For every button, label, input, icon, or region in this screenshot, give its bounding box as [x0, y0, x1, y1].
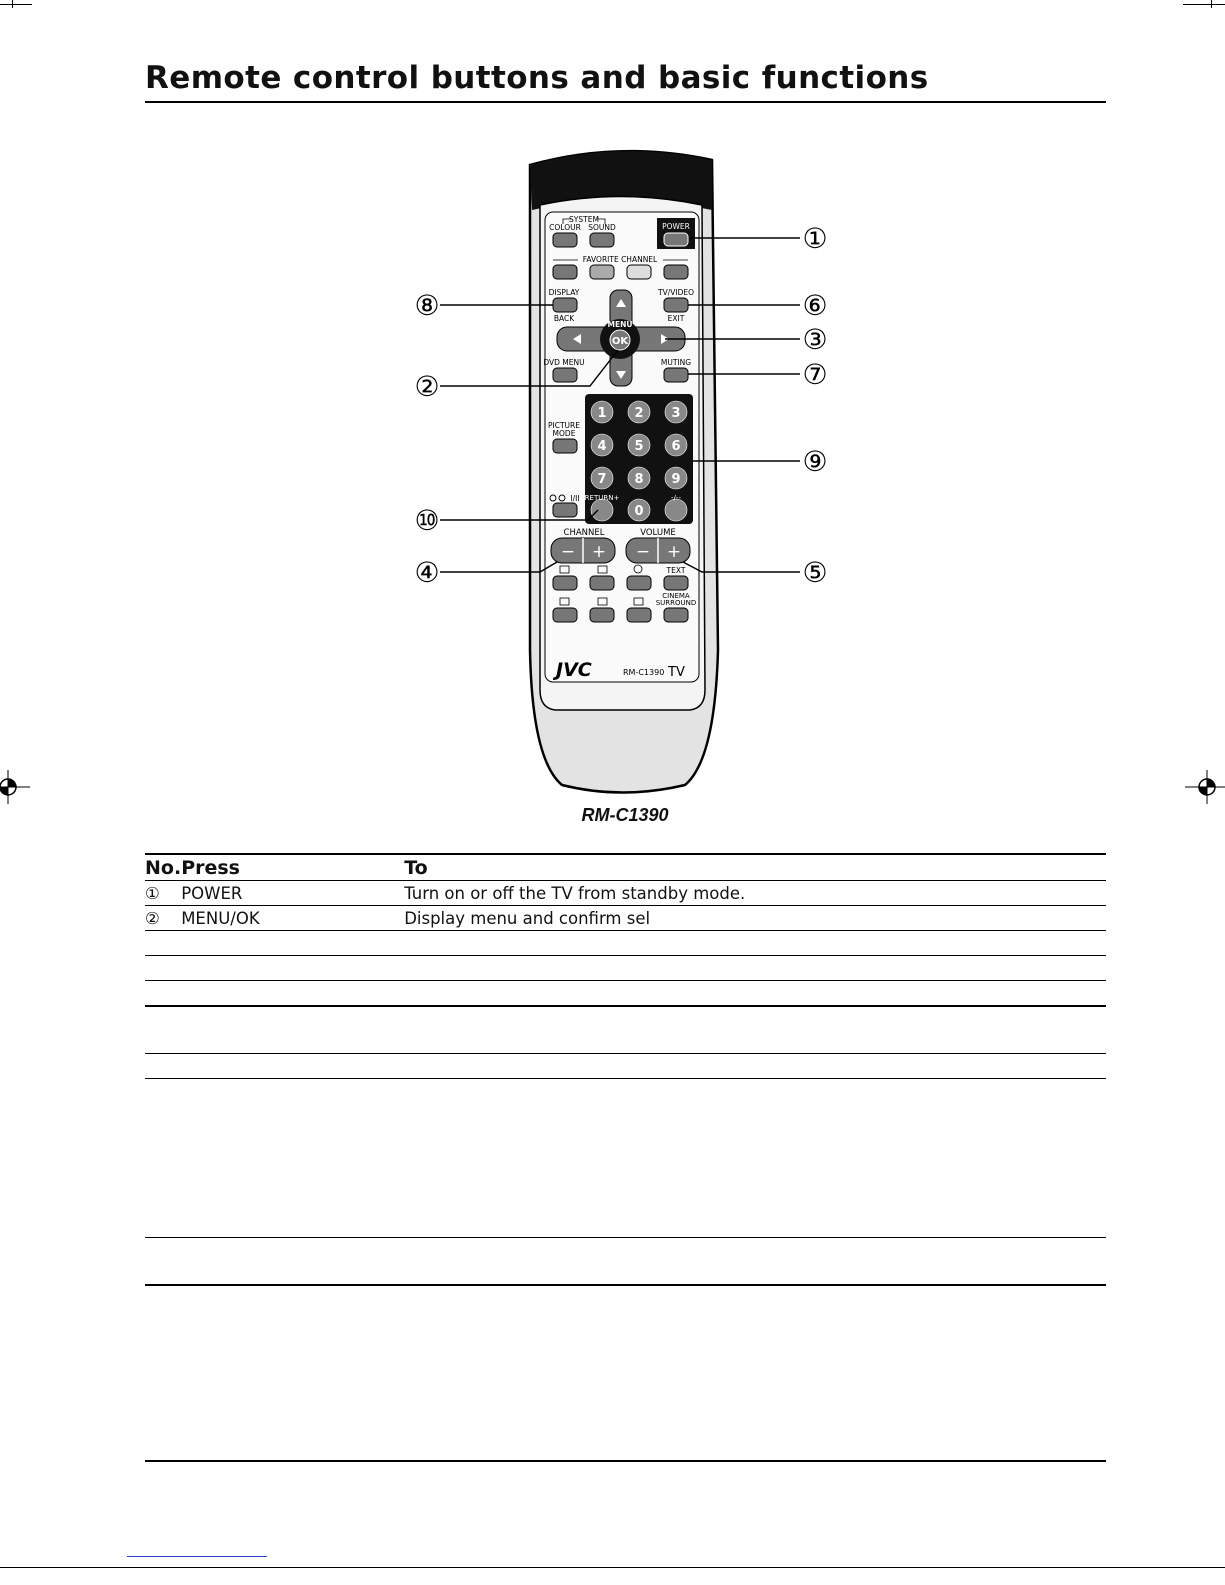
header-no: No. — [145, 856, 182, 879]
cell-press — [181, 1079, 404, 1238]
muting-button[interactable] — [664, 368, 688, 382]
table-row — [145, 1079, 1106, 1238]
volume-minus-icon[interactable]: − — [635, 542, 651, 562]
digit-label-4: 4 — [597, 439, 607, 454]
header-to: To — [404, 856, 428, 879]
callout-2: ② — [414, 370, 440, 403]
digit-label-0: 0 — [634, 504, 644, 519]
digit-label-6: 6 — [671, 439, 681, 454]
cell-to — [404, 931, 1106, 956]
power-label: POWER — [662, 222, 690, 231]
system-label: SYSTEM — [569, 215, 599, 224]
cell-press: MENU/OK — [181, 908, 260, 928]
callout-8: ⑧ — [414, 289, 440, 322]
favorite-button-1[interactable] — [553, 265, 577, 279]
colour-button[interactable] — [553, 233, 577, 247]
teletext-reveal-button[interactable] — [627, 576, 651, 590]
digit-label-2: 2 — [634, 406, 644, 421]
table-row — [145, 981, 1106, 1007]
dvd-menu-label: DVD MENU — [543, 358, 585, 367]
table-body — [145, 881, 1106, 1286]
cell-press: POWER — [181, 883, 243, 903]
cell-to — [404, 956, 1106, 981]
colour-label: COLOUR — [549, 223, 581, 232]
picture-label-1: PICTURE — [548, 421, 580, 430]
dash-label: -/-- — [671, 494, 681, 502]
callout-4: ④ — [414, 556, 440, 589]
digit-label-9: 9 — [671, 472, 681, 487]
page-title: Remote control buttons and basic functions — [145, 60, 929, 96]
teletext-size-button[interactable] — [553, 608, 577, 622]
cell-to — [404, 981, 1106, 1007]
channel-plus-icon[interactable]: + — [591, 542, 607, 562]
display-label: DISPLAY — [548, 288, 580, 297]
volume-plus-icon[interactable]: + — [666, 542, 682, 562]
digit-label-3: 3 — [671, 406, 681, 421]
teletext-subpage-button[interactable] — [590, 608, 614, 622]
table-row — [145, 956, 1106, 981]
favorite-button-4[interactable] — [664, 265, 688, 279]
display-button[interactable] — [553, 298, 577, 312]
return-plus-label: RETURN+ — [584, 494, 620, 502]
cell-to: Turn on or off the TV from standby mode. — [404, 883, 746, 903]
cell-press — [181, 981, 404, 1007]
callout-9: ⑨ — [802, 445, 828, 478]
table-row — [145, 1006, 1106, 1054]
sound-mode-button[interactable] — [553, 503, 577, 517]
model-caption: RM-C1390 — [581, 805, 669, 825]
header-press: Press — [181, 856, 240, 879]
cell-to: Display menu and confirm sel — [404, 908, 651, 928]
teletext-hold-button[interactable] — [553, 576, 577, 590]
channel-minus-icon[interactable]: − — [560, 542, 576, 562]
back-label: BACK — [553, 314, 575, 323]
cell-no — [145, 931, 181, 956]
cell-to — [404, 1006, 1106, 1054]
brand-logo: JVC — [556, 659, 592, 681]
tv-video-label: TV/VIDEO — [658, 288, 694, 297]
callout-6: ⑥ — [802, 289, 828, 322]
cinema-label: CINEMA — [662, 592, 690, 600]
favorite-button-3[interactable] — [627, 265, 651, 279]
return-plus-button[interactable] — [591, 499, 613, 521]
text-button[interactable] — [664, 576, 688, 590]
cell-press — [181, 1006, 404, 1054]
cell-no: ① — [145, 883, 160, 903]
sound-label: SOUND — [588, 223, 616, 232]
sound-button[interactable] — [590, 233, 614, 247]
cell-no — [145, 1238, 181, 1286]
model-label: RM-C1390 — [623, 668, 665, 677]
favorite-channel-label: FAVORITE CHANNEL — [582, 255, 658, 264]
tv-label: TV — [668, 665, 685, 680]
table-row — [145, 906, 1106, 931]
surround-label: SURROUND — [655, 599, 697, 607]
function-table — [145, 853, 1106, 1286]
menu-label: MENU — [607, 320, 633, 329]
teletext-cancel-button[interactable] — [627, 608, 651, 622]
cell-to — [404, 1054, 1106, 1079]
digit-label-1: 1 — [597, 406, 607, 421]
cell-to — [404, 1238, 1106, 1286]
digit-label-5: 5 — [634, 439, 644, 454]
cell-press — [181, 931, 404, 956]
muting-label: MUTING — [660, 358, 692, 367]
tv-video-button[interactable] — [664, 298, 688, 312]
callout-5: ⑤ — [802, 556, 828, 589]
table-row — [145, 1238, 1106, 1286]
ok-label: OK — [611, 336, 629, 347]
table-row — [145, 881, 1106, 906]
channel-label: CHANNEL — [563, 528, 605, 538]
cell-no — [145, 981, 181, 1007]
table-row — [145, 1054, 1106, 1079]
power-button[interactable] — [664, 233, 688, 246]
bottom-rule — [145, 1460, 1106, 1462]
cell-no — [145, 1079, 181, 1238]
table-row — [145, 931, 1106, 956]
cell-no — [145, 956, 181, 981]
picture-label-2: MODE — [552, 429, 576, 438]
text-label: TEXT — [666, 566, 686, 575]
cell-press — [181, 1054, 404, 1079]
favorite-button-2[interactable] — [590, 265, 614, 279]
picture-mode-button[interactable] — [553, 439, 577, 453]
callout-1: ① — [802, 222, 828, 255]
callout-7: ⑦ — [802, 358, 828, 391]
cell-press — [181, 956, 404, 981]
footer-line — [0, 1567, 1225, 1568]
dvd-menu-button[interactable] — [553, 368, 577, 382]
digit-label-7: 7 — [597, 472, 607, 487]
teletext-index-button[interactable] — [590, 576, 614, 590]
callout-10: ⑩ — [414, 504, 440, 537]
dash-button[interactable] — [665, 499, 687, 521]
callout-3: ③ — [802, 323, 828, 356]
volume-label: VOLUME — [640, 528, 676, 538]
cell-press — [181, 1238, 404, 1286]
cell-no — [145, 1006, 181, 1054]
digit-label-8: 8 — [634, 472, 644, 487]
cinema-surround-button[interactable] — [664, 608, 688, 622]
cell-no: ② — [145, 908, 160, 928]
table-header-row — [145, 854, 1106, 881]
exit-label: EXIT — [667, 314, 685, 323]
footer-link-underline — [127, 1556, 267, 1557]
cell-to — [404, 1079, 1106, 1238]
cell-no — [145, 1054, 181, 1079]
sound-mode-label: I/II — [570, 494, 580, 503]
